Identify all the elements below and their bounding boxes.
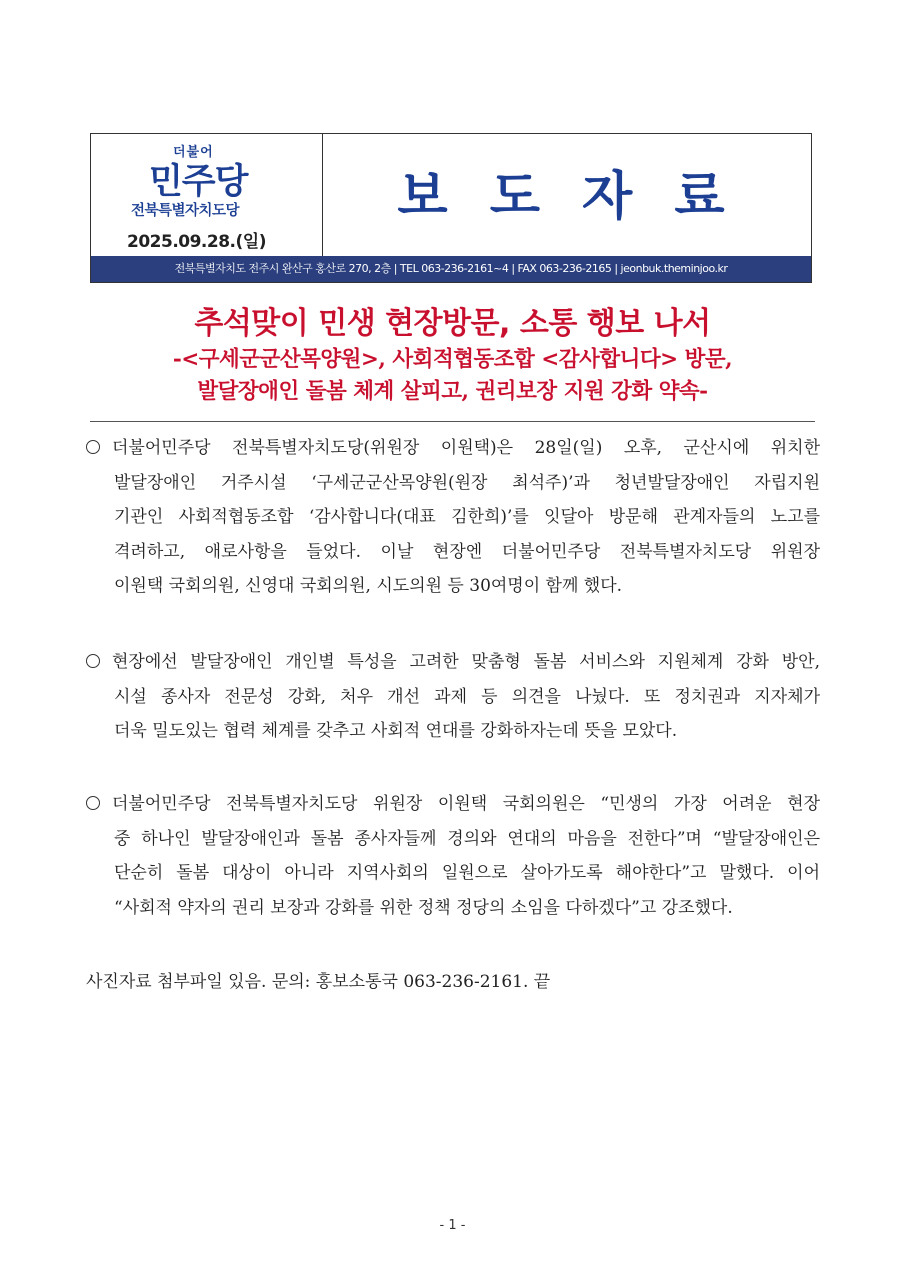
paragraph-line: 발달장애인 거주시설 ‘구세군군산목양원(원장 최석주)’과 청년발달장애인 자립지원 [114, 472, 820, 493]
headline-title: 추석맞이 민생 현장방문, 소통 행보 나서 [194, 306, 711, 341]
logo-main-text: 민주당 [149, 162, 248, 202]
paragraph-line [86, 431, 820, 466]
paragraph-line: “사회적 약자의 권리 보장과 강화를 위한 정책 정당의 소임을 다하겠다”고 강조했다. [114, 897, 733, 918]
contact-info-bar: 전북특별자치도 전주시 완산구 홍산로 270, 2층 | TEL 063-236-2161~4 | FAX 063-236-2165 | jeonbuk.theminjoo.kr [91, 256, 811, 282]
headline-subtitle-line-1: -<구세군군산목양원>, 사회적협동조합 <감사합니다> 방문, [172, 347, 733, 372]
release-date: 2025.09.28.(일) [127, 232, 266, 252]
page-number: - 1 - [439, 1218, 466, 1233]
party-logo [91, 134, 323, 256]
paragraph-line-text: 더불어민주당 전북특별자치도당 위원장 이원택 국회의원은 “민생의 가장 어려운 현장 [112, 794, 820, 814]
paragraph-line: 기관인 사회적협동조합 ‘감사합니다(대표 김한희)’를 잇달아 방문해 관계자들의 노고를 [114, 507, 820, 527]
press-release-title: 보 도 자 료 [397, 167, 737, 227]
paragraph-line: 이원택 국회의원, 신영대 국회의원, 시도의원 등 30여명이 함께 했다. [114, 576, 623, 596]
paragraph-1 [86, 431, 820, 604]
divider-line [90, 421, 815, 422]
circle-bullet-icon [86, 654, 100, 668]
circle-bullet-icon [86, 796, 100, 810]
paragraph-line: 단순히 돌봄 대상이 아니라 지역사회의 일원으로 살아가도록 해야한다”고 말했다. 이어 [114, 863, 820, 883]
paragraph-line: 더욱 밀도있는 협력 체계를 갖추고 사회적 연대를 강화하자는데 뜻을 모았다. [114, 721, 678, 741]
paragraph-2 [86, 645, 820, 749]
logo-region-text: 전북특별자치도당 [131, 203, 240, 219]
paragraph-line: 중 하나인 발달장애인과 돌봄 종사자들께 경의와 연대의 마음을 전한다”며 “발달장애인은 [114, 828, 820, 849]
paragraph-line: 격려하고, 애로사항을 들었다. 이날 현장엔 더불어민주당 전북특별자치도당 위원장 [114, 541, 820, 562]
closing-note: 사진자료 첨부파일 있음. 문의: 홍보소통국 063-236-2161. 끝 [86, 972, 551, 992]
press-title-cell [323, 134, 811, 256]
paragraph-line [86, 645, 820, 680]
paragraph-line [86, 787, 820, 822]
circle-bullet-icon [86, 440, 100, 454]
headline-subtitle-line-2: 발달장애인 돌봄 체계 살피고, 권리보장 지원 강화 약속- [197, 379, 708, 404]
paragraph-3 [86, 787, 820, 925]
paragraph-line-text: 현장에선 발달장애인 개인별 특성을 고려한 맞춤형 돌봄 서비스와 지원체계 강화 방안, [112, 652, 820, 672]
paragraph-line-text: 더불어민주당 전북특별자치도당(위원장 이원택)은 28일(일) 오후, 군산시에 위치한 [112, 438, 820, 458]
press-release-header [90, 133, 812, 283]
logo-small-text: 더불어 [173, 145, 214, 160]
paragraph-line: 시설 종사자 전문성 강화, 처우 개선 과제 등 의견을 나눴다. 또 정치권과 지자체가 [114, 686, 820, 707]
